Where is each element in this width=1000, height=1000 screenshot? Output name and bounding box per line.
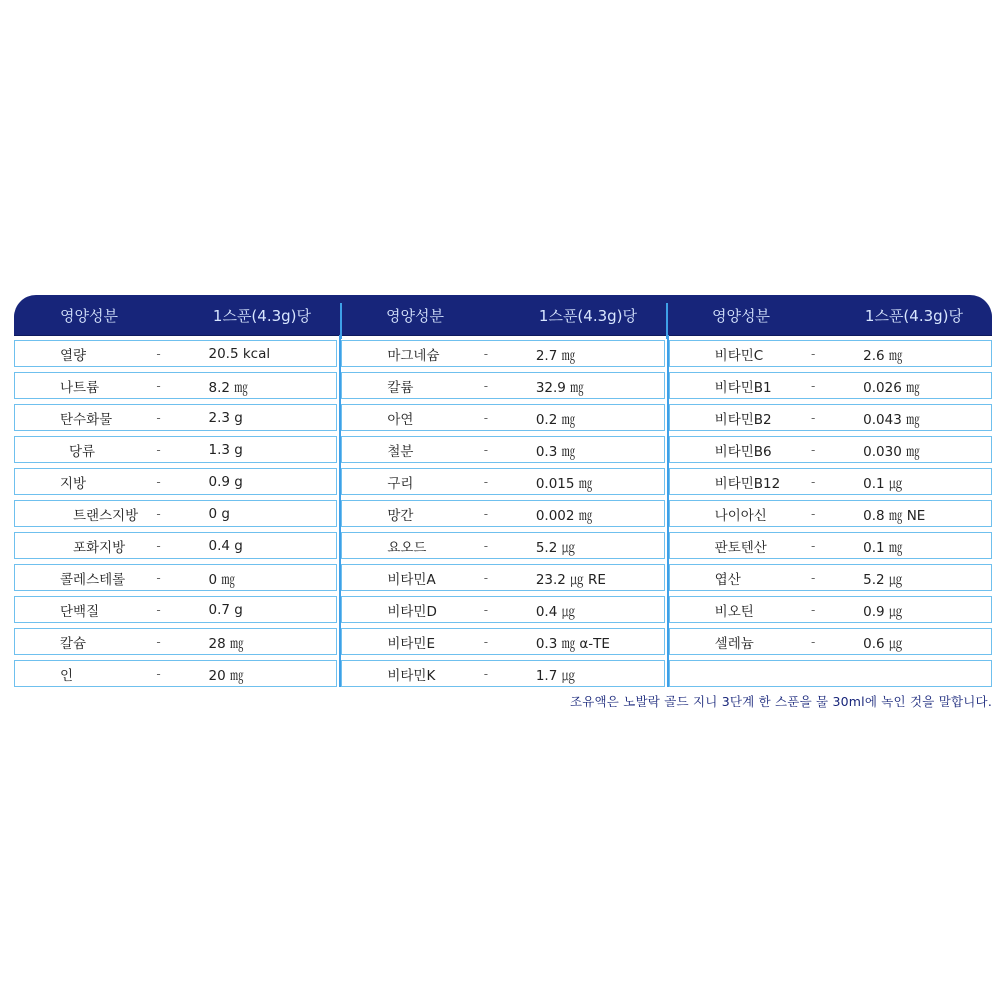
nutrient-amount: 23.2 ㎍ RE: [535, 571, 606, 588]
nutrient-name: 비타민E: [387, 635, 435, 652]
nutrient-amount: 0.9 g: [208, 473, 243, 490]
table-row: [669, 532, 992, 559]
table-row: [14, 596, 337, 623]
nutrient-amount: 0.7 g: [208, 601, 243, 618]
table-row: [341, 404, 664, 431]
nutrient-amount: 0.4 ㎍: [535, 603, 576, 620]
separator-dash: -: [156, 506, 161, 521]
separator-dash: -: [483, 538, 489, 553]
nutrient-name: 판토텐산: [714, 539, 767, 556]
table-row: [14, 532, 337, 559]
nutrient-amount: 2.6 ㎎: [863, 347, 903, 364]
table-row: [669, 628, 992, 655]
table-row: [14, 372, 337, 399]
separator-dash: -: [483, 474, 489, 489]
table-row-empty: [669, 660, 992, 687]
nutrient-name: 탄수화물: [60, 411, 113, 428]
table-row: [14, 436, 337, 463]
nutrient-name: 구리: [387, 475, 414, 492]
nutrient-name: 칼륨: [387, 379, 414, 396]
separator-dash: -: [156, 474, 161, 489]
nutrient-name: 비오틴: [714, 603, 754, 620]
table-row: [341, 532, 664, 559]
nutrient-name: 비타민A: [387, 571, 436, 588]
nutrient-name: 비타민D: [387, 603, 437, 620]
nutrient-name: 트랜스지방: [73, 507, 139, 524]
separator-dash: -: [483, 506, 489, 521]
table-column-1: [14, 335, 337, 687]
separator-dash: -: [811, 602, 816, 617]
separator-dash: -: [483, 346, 489, 361]
nutrient-amount: 5.2 ㎍: [535, 539, 576, 556]
nutrient-amount: 2.3 g: [208, 409, 243, 426]
nutrient-amount: 0 ㎎: [208, 571, 235, 588]
footnote: 조유액은 노발락 골드 지니 3단계 한 스푼을 물 30ml에 녹인 것을 말합니다.: [569, 694, 992, 709]
nutrient-name: 콜레스테롤: [60, 571, 126, 588]
nutrient-name: 요오드: [387, 539, 427, 556]
separator-dash: -: [156, 602, 161, 617]
separator-dash: -: [811, 506, 816, 521]
nutrient-name: 지방: [60, 475, 87, 492]
separator-dash: -: [483, 602, 489, 617]
nutrient-name: 포화지방: [73, 539, 126, 556]
nutrient-amount: 0.9 ㎍: [863, 603, 903, 620]
table-row: [14, 468, 337, 495]
table-row: [14, 340, 337, 367]
nutrient-amount: 20 ㎎: [208, 667, 244, 684]
table-row: [341, 628, 664, 655]
table-row: [341, 564, 664, 591]
nutrient-amount: 28 ㎎: [208, 635, 244, 652]
nutrient-amount: 8.2 ㎎: [208, 379, 248, 396]
table-row: [341, 660, 664, 687]
nutrient-amount: 0.002 ㎎: [535, 507, 593, 524]
nutrient-amount: 0.6 ㎍: [863, 635, 903, 652]
nutrient-amount: 0.4 g: [208, 537, 243, 554]
nutrient-name: 비타민B6: [714, 443, 772, 460]
separator-dash: -: [156, 346, 161, 361]
nutrient-name: 비타민C: [714, 347, 764, 364]
separator-dash: -: [811, 410, 816, 425]
nutrient-amount: 0.3 ㎎: [535, 443, 576, 460]
nutrient-amount: 0.043 ㎎: [863, 411, 920, 428]
separator-dash: -: [811, 378, 816, 393]
table-row: [669, 500, 992, 527]
nutrient-amount: 0.026 ㎎: [863, 379, 920, 396]
nutrient-amount: 5.2 ㎍: [863, 571, 903, 588]
table-body: [14, 335, 992, 687]
table-row: [669, 372, 992, 399]
nutrient-amount: 0.015 ㎎: [535, 475, 593, 492]
table-row: [14, 564, 337, 591]
nutrient-name: 셀레늄: [714, 635, 754, 652]
nutrient-name: 단백질: [60, 603, 100, 620]
nutrient-amount: 0.3 ㎎ α-TE: [535, 635, 610, 652]
table-row: [669, 340, 992, 367]
nutrient-amount: 0.1 ㎎: [863, 539, 903, 556]
nutrient-name: 엽산: [714, 571, 741, 588]
header-group-2: [340, 295, 666, 335]
nutrient-amount: 0.2 ㎎: [535, 411, 576, 428]
header-amount-label: 1스푼(4.3g)당: [538, 306, 638, 325]
separator-dash: -: [483, 570, 489, 585]
header-group-3: [666, 295, 992, 335]
nutrient-name: 아연: [387, 411, 414, 428]
table-row: [341, 372, 664, 399]
header-group-1: [14, 295, 340, 335]
nutrient-name: 망간: [387, 507, 414, 524]
separator-dash: -: [811, 538, 816, 553]
table-row: [14, 500, 337, 527]
nutrient-amount: 0.1 ㎍: [863, 475, 903, 492]
header-amount-label: 1스푼(4.3g)당: [864, 306, 964, 325]
header-nutrient-label: 영양성분: [386, 306, 444, 325]
nutrient-name: 비타민B2: [714, 411, 772, 428]
table-row: [341, 596, 664, 623]
nutrient-amount: 32.9 ㎎: [535, 379, 584, 396]
nutrient-name: 비타민B12: [714, 475, 781, 492]
separator-dash: -: [156, 634, 161, 649]
nutrient-amount: 1.3 g: [208, 441, 243, 458]
nutrient-name: 인: [60, 667, 74, 684]
separator-dash: -: [156, 570, 161, 585]
separator-dash: -: [811, 474, 816, 489]
table-row: [14, 660, 337, 687]
separator-dash: -: [811, 634, 816, 649]
nutrient-name: 비타민K: [387, 667, 436, 684]
nutrient-name: 나이아신: [714, 507, 767, 524]
separator-dash: -: [483, 378, 489, 393]
table-row: [341, 468, 664, 495]
separator-dash: -: [156, 666, 161, 681]
nutrient-amount: 0.030 ㎎: [863, 443, 920, 460]
separator-dash: -: [156, 378, 161, 393]
nutrient-amount: 2.7 ㎎: [535, 347, 576, 364]
table-column-3: [667, 335, 992, 687]
separator-dash: -: [811, 442, 816, 457]
separator-dash: -: [483, 666, 489, 681]
nutrient-amount: 20.5 kcal: [208, 345, 271, 362]
nutrient-amount: 0.8 ㎎ NE: [863, 507, 926, 524]
nutrient-name: 열량: [60, 347, 87, 364]
nutrient-name: 마그네슘: [387, 347, 440, 364]
header-amount-label: 1스푼(4.3g)당: [212, 306, 312, 325]
header-nutrient-label: 영양성분: [712, 306, 770, 325]
nutrient-name: 비타민B1: [714, 379, 772, 396]
table-row: [669, 404, 992, 431]
table-row: [669, 596, 992, 623]
separator-dash: -: [811, 570, 816, 585]
table-header: [14, 295, 992, 335]
nutrient-amount: 1.7 ㎍: [535, 667, 576, 684]
separator-dash: -: [483, 634, 489, 649]
nutrient-name: 칼슘: [60, 635, 87, 652]
separator-dash: -: [156, 538, 161, 553]
separator-dash: -: [156, 410, 161, 425]
separator-dash: -: [483, 410, 489, 425]
nutrient-name: 나트륨: [60, 379, 100, 396]
separator-dash: -: [811, 346, 816, 361]
table-row: [341, 436, 664, 463]
separator-dash: -: [483, 442, 489, 457]
nutrient-name: 철분: [387, 443, 414, 460]
nutrient-name: 당류: [69, 443, 96, 460]
table-row: [14, 404, 337, 431]
nutrition-table: [14, 295, 992, 687]
header-nutrient-label: 영양성분: [60, 306, 118, 325]
table-column-2: [339, 335, 664, 687]
table-row: [669, 468, 992, 495]
table-row: [341, 340, 664, 367]
table-row: [669, 436, 992, 463]
table-row: [341, 500, 664, 527]
separator-dash: -: [156, 442, 161, 457]
table-row: [669, 564, 992, 591]
table-row: [14, 628, 337, 655]
nutrient-amount: 0 g: [208, 505, 230, 522]
